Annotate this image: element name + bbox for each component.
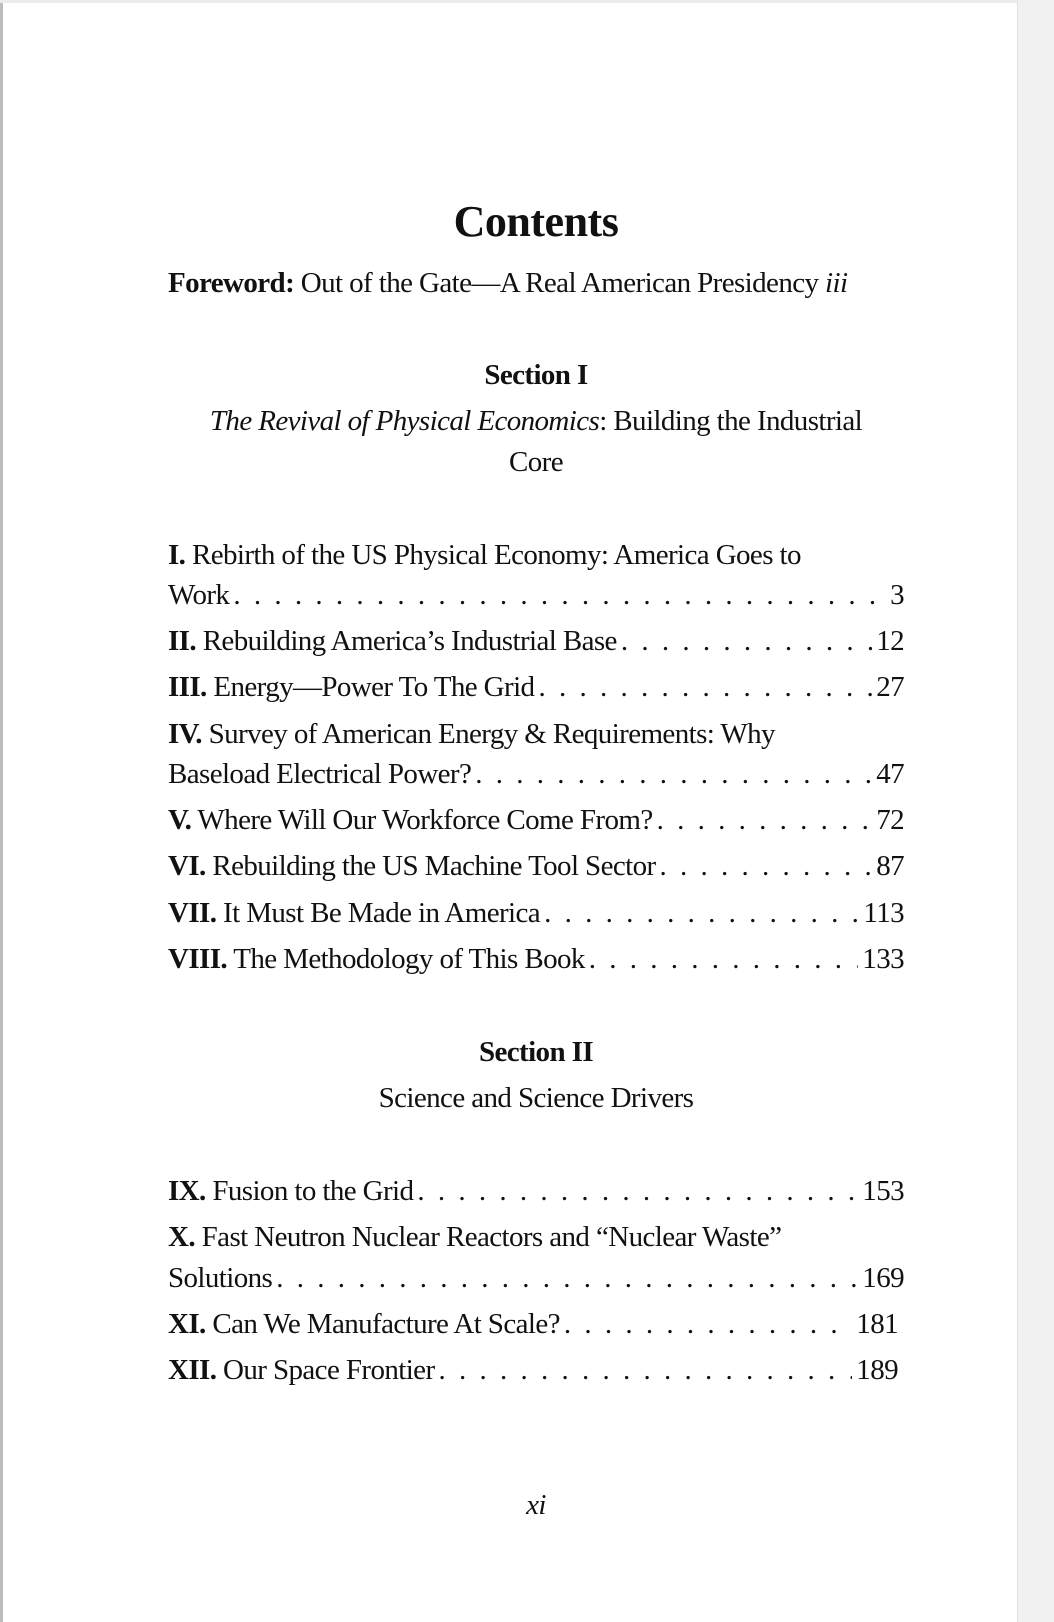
toc-entry-6[interactable] bbox=[168, 848, 904, 884]
toc-entry-2[interactable] bbox=[168, 623, 904, 659]
entry-page: 3 bbox=[890, 579, 904, 611]
section-heading: Section II bbox=[478, 1036, 594, 1068]
entry-page: 72 bbox=[876, 804, 904, 836]
entry-page: 87 bbox=[876, 850, 904, 882]
toc-entry-5[interactable] bbox=[168, 802, 904, 838]
toc-entry-4[interactable] bbox=[168, 716, 904, 752]
toc-entry-10[interactable] bbox=[168, 1219, 904, 1255]
section-subtitle: Science and Science Drivers bbox=[378, 1082, 694, 1114]
entry-title: Rebuilding the US Machine Tool Sector bbox=[212, 850, 656, 882]
entry-title: Rebirth of the US Physical Economy: America Goes to bbox=[192, 539, 801, 571]
entry-number: XII. bbox=[168, 1354, 217, 1386]
entry-title: Fusion to the Grid bbox=[212, 1175, 414, 1207]
entry-number: V. bbox=[168, 804, 192, 836]
dot-leader bbox=[439, 1352, 853, 1388]
entry-number: III. bbox=[168, 671, 207, 703]
entry-page: 47 bbox=[876, 758, 904, 790]
toc-entry-12[interactable] bbox=[168, 1352, 898, 1388]
dot-leader bbox=[475, 756, 872, 792]
entry-page: 181 bbox=[856, 1308, 898, 1340]
page-border-top bbox=[0, 0, 1018, 3]
toc-entry-1[interactable] bbox=[168, 537, 904, 573]
entry-page: 113 bbox=[863, 897, 904, 929]
dot-leader bbox=[660, 848, 873, 884]
entry-page: 133 bbox=[862, 943, 904, 975]
section-subtitle-line2: Core bbox=[509, 446, 563, 478]
dot-leader bbox=[417, 1173, 858, 1209]
dot-leader bbox=[544, 895, 859, 931]
entry-title: Energy—Power To The Grid bbox=[213, 671, 535, 703]
toc-entry-7[interactable] bbox=[168, 895, 904, 931]
subtitle-rest: : Building the Industrial bbox=[599, 405, 863, 437]
dot-leader bbox=[589, 941, 859, 977]
entry-number: XI. bbox=[168, 1308, 206, 1340]
entry-title: Our Space Frontier bbox=[223, 1354, 435, 1386]
page-gutter-right bbox=[1017, 0, 1054, 1622]
entry-number: VII. bbox=[168, 897, 217, 929]
toc-entry-11[interactable] bbox=[168, 1306, 898, 1342]
toc-foreword bbox=[168, 265, 904, 301]
entry-page: 169 bbox=[862, 1262, 904, 1294]
entry-title: Survey of American Energy & Requirements: Why bbox=[208, 718, 775, 750]
entry-page: 27 bbox=[876, 671, 904, 703]
toc-entry-8[interactable] bbox=[168, 941, 904, 977]
toc-entry-9[interactable] bbox=[168, 1173, 904, 1209]
entry-page: 153 bbox=[862, 1175, 904, 1207]
entry-number: IV. bbox=[168, 718, 202, 750]
entry-number: IX. bbox=[168, 1175, 206, 1207]
entry-title: Where Will Our Workforce Come From? bbox=[197, 804, 653, 836]
entry-number: I. bbox=[168, 539, 186, 571]
dot-leader bbox=[621, 623, 872, 659]
entry-number: VI. bbox=[168, 850, 206, 882]
entry-number: II. bbox=[168, 625, 197, 657]
foreword-label: Foreword: bbox=[168, 267, 295, 299]
foreword-page: iii bbox=[825, 267, 848, 299]
toc-entry-4-cont[interactable] bbox=[168, 756, 904, 792]
dot-leader bbox=[538, 669, 872, 705]
entry-title: The Methodology of This Book bbox=[233, 943, 585, 975]
page-number: xi bbox=[526, 1489, 546, 1521]
entry-page: 189 bbox=[856, 1354, 898, 1386]
section-subtitle bbox=[168, 403, 904, 439]
entry-title: Rebuilding America’s Industrial Base bbox=[202, 625, 617, 657]
dot-leader bbox=[564, 1306, 852, 1342]
entry-title: Fast Neutron Nuclear Reactors and “Nuclear Waste” bbox=[201, 1221, 782, 1253]
toc-entry-10-cont[interactable] bbox=[168, 1260, 904, 1296]
toc-entry-1-cont[interactable] bbox=[168, 577, 904, 613]
page-border-left bbox=[0, 0, 3, 1622]
entry-title-cont: Baseload Electrical Power? bbox=[168, 758, 472, 790]
dot-leader bbox=[276, 1260, 858, 1296]
entry-number: VIII. bbox=[168, 943, 228, 975]
entry-number: X. bbox=[168, 1221, 195, 1253]
entry-page: 12 bbox=[876, 625, 904, 657]
entry-title-cont: Solutions bbox=[168, 1262, 273, 1294]
section-heading: Section I bbox=[484, 359, 588, 391]
foreword-title: Out of the Gate—A Real American Presidency bbox=[300, 267, 819, 299]
entry-title: Can We Manufacture At Scale? bbox=[212, 1308, 560, 1340]
subtitle-italic: The Revival of Physical Economics bbox=[209, 405, 600, 437]
dot-leader bbox=[233, 577, 886, 613]
entry-title: It Must Be Made in America bbox=[223, 897, 541, 929]
page-title: Contents bbox=[453, 197, 619, 246]
entry-title-cont: Work bbox=[168, 579, 230, 611]
dot-leader bbox=[657, 802, 873, 838]
toc-entry-3[interactable] bbox=[168, 669, 904, 705]
